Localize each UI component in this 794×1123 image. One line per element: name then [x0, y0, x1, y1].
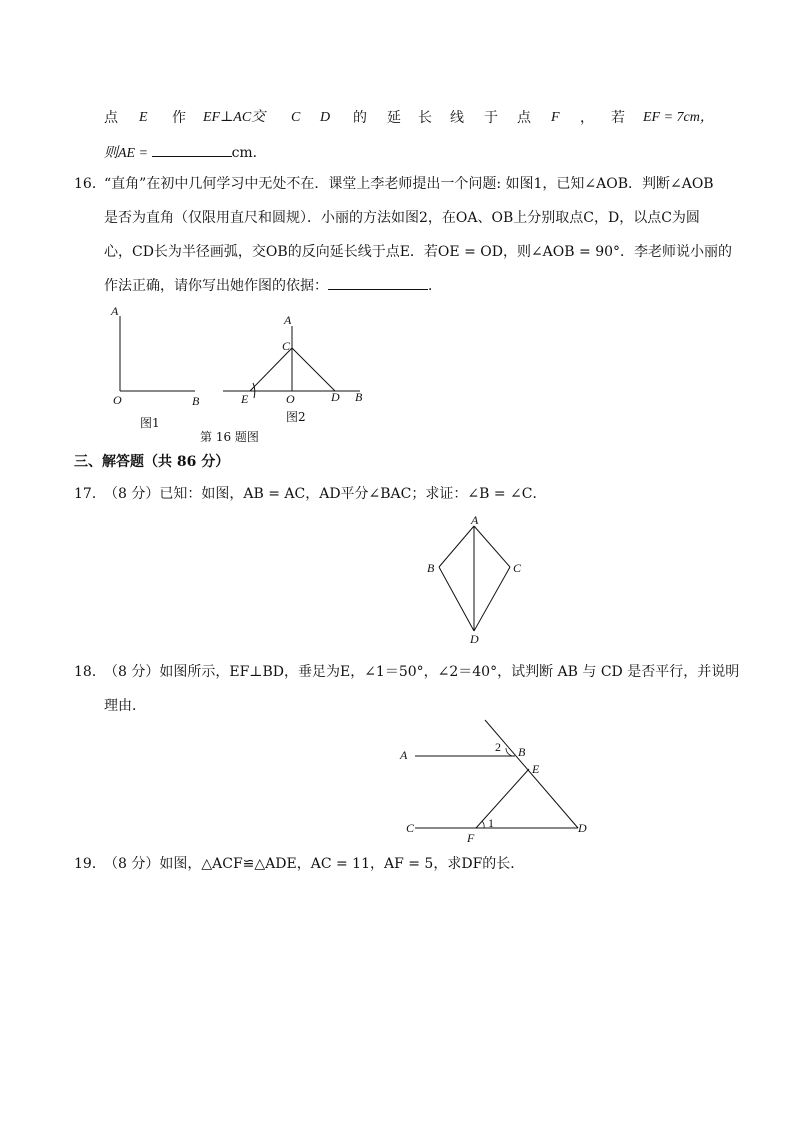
q17-text: （8 分）已知：如图，AB = AC，AD平分∠BAC；求证：∠B = ∠C．	[104, 486, 547, 502]
q18-angle-2: 2	[495, 740, 501, 754]
q19-text: （8 分）如图，△ACF≌△ADE，AC = 11，AF = 5，求DF的长．	[104, 856, 525, 872]
fig1-label-a: A	[111, 304, 119, 318]
q18-line2: 理由．	[104, 698, 146, 714]
q16-line3: 心，CD长为半径画弧，交OB的反向延长线于点E．若OE = OD，则∠AOB = 90°．李老师说小丽的	[104, 244, 733, 260]
q16-line4	[104, 275, 442, 296]
q17-label-b: B	[427, 561, 435, 575]
q15-word: 点	[517, 110, 531, 126]
q19-number: 19．	[74, 856, 106, 872]
q16-line4-end: ．	[428, 278, 442, 294]
fig2-label-d: D	[331, 390, 340, 404]
q18-line1: （8 分）如图所示，EF⊥BD，垂足为E，∠1＝50°，∠2＝40°，试判断 AB 与 CD 是否平行，并说明	[104, 664, 740, 680]
q16-line2: 是否为直角（仅限用直尺和圆规）．小丽的方法如图2，在OA、OB上分别取点C，D，以点C为圆	[104, 210, 700, 226]
section-title: 三、解答题（共 86 分）	[74, 454, 230, 470]
q15-word: 作	[172, 110, 186, 126]
q15-answer-blank[interactable]	[152, 142, 232, 157]
q15-word: 的	[353, 110, 367, 126]
q15-word: D	[320, 110, 331, 125]
fig2-label-a: A	[284, 313, 292, 327]
fig2-caption: 图2	[286, 410, 306, 424]
q18-figure	[395, 712, 595, 847]
q16-figure2	[215, 310, 375, 410]
q16-figure-caption: 第 16 题图	[200, 430, 259, 444]
q15-word: 线	[450, 110, 464, 126]
fig2-label-e: E	[241, 392, 249, 406]
q17-label-a: A	[471, 513, 479, 527]
q16-line4-text: 作法正确，请你写出她作图的依据：	[104, 278, 328, 294]
q15-word: 点	[104, 110, 118, 126]
q16-figure1	[100, 300, 210, 410]
q18-label-f: F	[467, 831, 475, 845]
q18-label-d: D	[578, 821, 587, 835]
q15-prefix: 则AE =	[104, 146, 152, 161]
q15-word: F	[551, 110, 560, 125]
q18-angle-1: 1	[488, 816, 494, 830]
q17-number: 17．	[74, 486, 106, 502]
q15-word: EF⊥AC交	[203, 110, 266, 125]
fig2-label-c: C	[282, 339, 291, 353]
q15-word: ，	[580, 110, 594, 126]
q15-word: EF = 7cm，	[643, 110, 714, 125]
q18-label-e: E	[532, 762, 540, 776]
q16-answer-blank[interactable]	[328, 275, 428, 290]
q15-word: 于	[484, 110, 498, 126]
q15-line2	[104, 142, 267, 164]
q18-label-b: B	[518, 745, 526, 759]
fig1-caption: 图1	[140, 416, 160, 430]
q15-suffix: cm．	[231, 145, 267, 161]
q18-label-c: C	[406, 821, 415, 835]
fig2-label-b: B	[355, 390, 363, 404]
q18-label-a: A	[400, 748, 408, 762]
q15-word: E	[139, 110, 148, 125]
fig2-label-o: O	[286, 392, 295, 406]
q16-number: 16．	[74, 176, 106, 192]
q15-word: 延	[387, 110, 401, 126]
q17-label-c: C	[513, 561, 522, 575]
q15-word: 长	[418, 110, 432, 126]
fig1-label-b: B	[192, 394, 200, 408]
q17-label-d: D	[470, 632, 479, 646]
q16-line1: “直角”在初中几何学习中无处不在．课堂上李老师提出一个问题: 如图1，已知∠AOB．判断∠AOB	[104, 176, 714, 192]
q15-word: 若	[611, 110, 625, 126]
q17-figure	[420, 510, 530, 650]
fig1-label-o: O	[113, 393, 122, 407]
q18-number: 18．	[74, 664, 106, 680]
q15-word: C	[291, 110, 301, 125]
